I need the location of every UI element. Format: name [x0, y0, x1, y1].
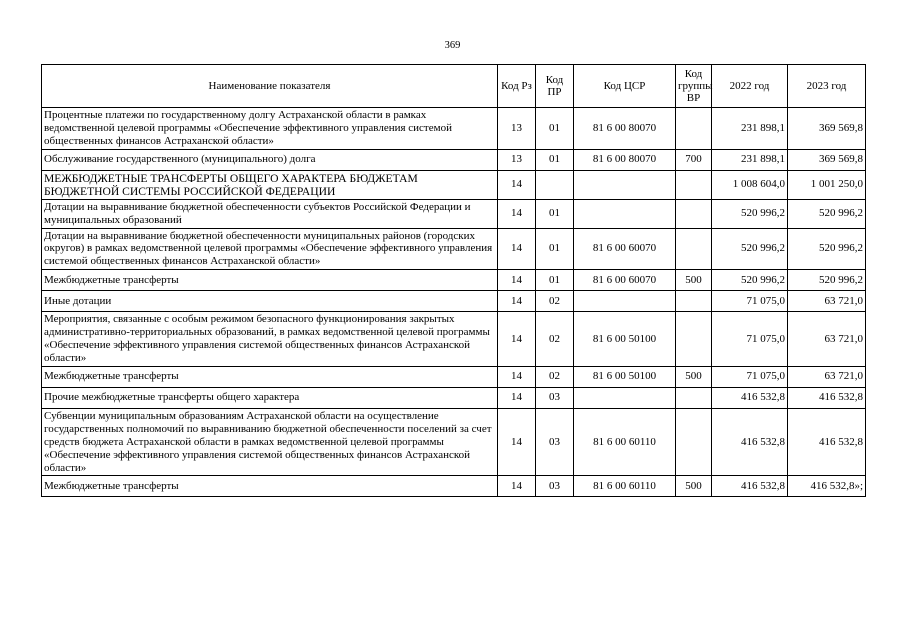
- row-name: Дотации на выравнивание бюджетной обеспеченности муниципальных районов (городских округов) в рамках ведомственной целевой программы «Обеспечение эффективного управления системой общественных финансов Астраханской области»: [42, 228, 498, 270]
- row-pr: 01: [536, 199, 574, 228]
- row-rz: 14: [498, 387, 536, 408]
- row-vr: 700: [676, 149, 712, 170]
- row-vr: 500: [676, 366, 712, 387]
- header-csr: Код ЦСР: [574, 65, 676, 108]
- row-vr: [676, 408, 712, 476]
- row-vr: [676, 108, 712, 150]
- page-number: 369: [444, 40, 461, 51]
- row-name: Процентные платежи по государственному долгу Астраханской области в рамках ведомственной целевой программы «Обеспечение эффективного управления системой общественных финансов Астраханской области»: [42, 108, 498, 150]
- row-rz: 13: [498, 149, 536, 170]
- row-2023: 520 996,2: [788, 270, 866, 291]
- row-csr: [574, 170, 676, 199]
- row-vr: 500: [676, 476, 712, 497]
- row-pr: [536, 170, 574, 199]
- table-row: [42, 199, 866, 228]
- row-name: Межбюджетные трансферты: [42, 476, 498, 497]
- row-rz: 13: [498, 108, 536, 150]
- row-csr: 81 6 00 80070: [574, 108, 676, 150]
- row-2022: 520 996,2: [712, 270, 788, 291]
- header-rz: Код Рз: [498, 65, 536, 108]
- row-vr: [676, 199, 712, 228]
- row-2022: 71 075,0: [712, 291, 788, 312]
- table-row: [42, 366, 866, 387]
- table-row: [42, 408, 866, 476]
- row-name: Иные дотации: [42, 291, 498, 312]
- row-csr: 81 6 00 60070: [574, 270, 676, 291]
- row-2023: 63 721,0: [788, 366, 866, 387]
- row-pr: 02: [536, 312, 574, 367]
- row-2022: 231 898,1: [712, 108, 788, 150]
- row-vr: 500: [676, 270, 712, 291]
- row-name: Межбюджетные трансферты: [42, 366, 498, 387]
- row-pr: 02: [536, 366, 574, 387]
- row-name: Дотации на выравнивание бюджетной обеспеченности субъектов Российской Федерации и муниципальных образований: [42, 199, 498, 228]
- header-row: [42, 65, 866, 108]
- row-2022: 416 532,8: [712, 408, 788, 476]
- row-2023: 1 001 250,0: [788, 170, 866, 199]
- table-row: [42, 170, 866, 199]
- row-vr: [676, 387, 712, 408]
- table-row: [42, 270, 866, 291]
- table-row: [42, 108, 866, 150]
- table-row: [42, 149, 866, 170]
- table-row: [42, 476, 866, 497]
- row-name: Обслуживание государственного (муниципального) долга: [42, 149, 498, 170]
- row-2023: 520 996,2: [788, 228, 866, 270]
- row-pr: 01: [536, 228, 574, 270]
- row-rz: 14: [498, 170, 536, 199]
- row-name: МЕЖБЮДЖЕТНЫЕ ТРАНСФЕРТЫ ОБЩЕГО ХАРАКТЕРА БЮДЖЕТАМ БЮДЖЕТНОЙ СИСТЕМЫ РОССИЙСКОЙ ФЕДЕРАЦИИ: [42, 170, 498, 199]
- row-pr: 01: [536, 270, 574, 291]
- row-2023: 63 721,0: [788, 312, 866, 367]
- header-pr: Код ПР: [536, 65, 574, 108]
- row-2023: 369 569,8: [788, 108, 866, 150]
- row-2023: 63 721,0: [788, 291, 866, 312]
- row-csr: 81 6 00 60110: [574, 408, 676, 476]
- row-2022: 416 532,8: [712, 387, 788, 408]
- row-pr: 01: [536, 108, 574, 150]
- row-2022: 1 008 604,0: [712, 170, 788, 199]
- row-csr: [574, 387, 676, 408]
- row-2022: 520 996,2: [712, 199, 788, 228]
- row-name: Мероприятия, связанные с особым режимом безопасного функционирования закрытых административно-территориальных образований, в рамках ведомственной целевой программы «Обеспечение эффективного управления системой общественных финансов Астраханской области»: [42, 312, 498, 367]
- row-2023: 416 532,8»;: [788, 476, 866, 497]
- row-rz: 14: [498, 199, 536, 228]
- header-vr: Код группы ВР: [676, 65, 712, 108]
- row-rz: 14: [498, 228, 536, 270]
- row-vr: [676, 170, 712, 199]
- table-row: [42, 387, 866, 408]
- row-2022: 71 075,0: [712, 366, 788, 387]
- row-vr: [676, 228, 712, 270]
- row-2022: 71 075,0: [712, 312, 788, 367]
- table-row: [42, 228, 866, 270]
- row-rz: 14: [498, 270, 536, 291]
- budget-table: [41, 64, 866, 497]
- row-csr: 81 6 00 80070: [574, 149, 676, 170]
- table-row: [42, 291, 866, 312]
- table-row: [42, 312, 866, 367]
- row-csr: 81 6 00 50100: [574, 366, 676, 387]
- row-pr: 02: [536, 291, 574, 312]
- row-csr: [574, 199, 676, 228]
- header-2022: 2022 год: [712, 65, 788, 108]
- row-rz: 14: [498, 291, 536, 312]
- row-pr: 03: [536, 408, 574, 476]
- row-rz: 14: [498, 476, 536, 497]
- row-pr: 03: [536, 387, 574, 408]
- row-csr: 81 6 00 60070: [574, 228, 676, 270]
- row-name: Межбюджетные трансферты: [42, 270, 498, 291]
- row-rz: 14: [498, 366, 536, 387]
- row-rz: 14: [498, 408, 536, 476]
- row-2023: 416 532,8: [788, 387, 866, 408]
- row-2023: 520 996,2: [788, 199, 866, 228]
- row-rz: 14: [498, 312, 536, 367]
- row-2022: 416 532,8: [712, 476, 788, 497]
- row-2022: 520 996,2: [712, 228, 788, 270]
- row-2023: 416 532,8: [788, 408, 866, 476]
- row-csr: 81 6 00 50100: [574, 312, 676, 367]
- row-2023: 369 569,8: [788, 149, 866, 170]
- row-pr: 03: [536, 476, 574, 497]
- row-pr: 01: [536, 149, 574, 170]
- header-2023: 2023 год: [788, 65, 866, 108]
- row-vr: [676, 312, 712, 367]
- row-csr: 81 6 00 60110: [574, 476, 676, 497]
- row-2022: 231 898,1: [712, 149, 788, 170]
- row-csr: [574, 291, 676, 312]
- row-name: Субвенции муниципальным образованиям Астраханской области на осуществление государственных полномочий по выравниванию бюджетной обеспеченности поселений за счет средств бюджета Астраханской области в рамках ведомственной целевой программы «Обеспечение эффективного управления системой общественных финансов Астраханской области»: [42, 408, 498, 476]
- row-name: Прочие межбюджетные трансферты общего характера: [42, 387, 498, 408]
- header-name: Наименование показателя: [42, 65, 498, 108]
- row-vr: [676, 291, 712, 312]
